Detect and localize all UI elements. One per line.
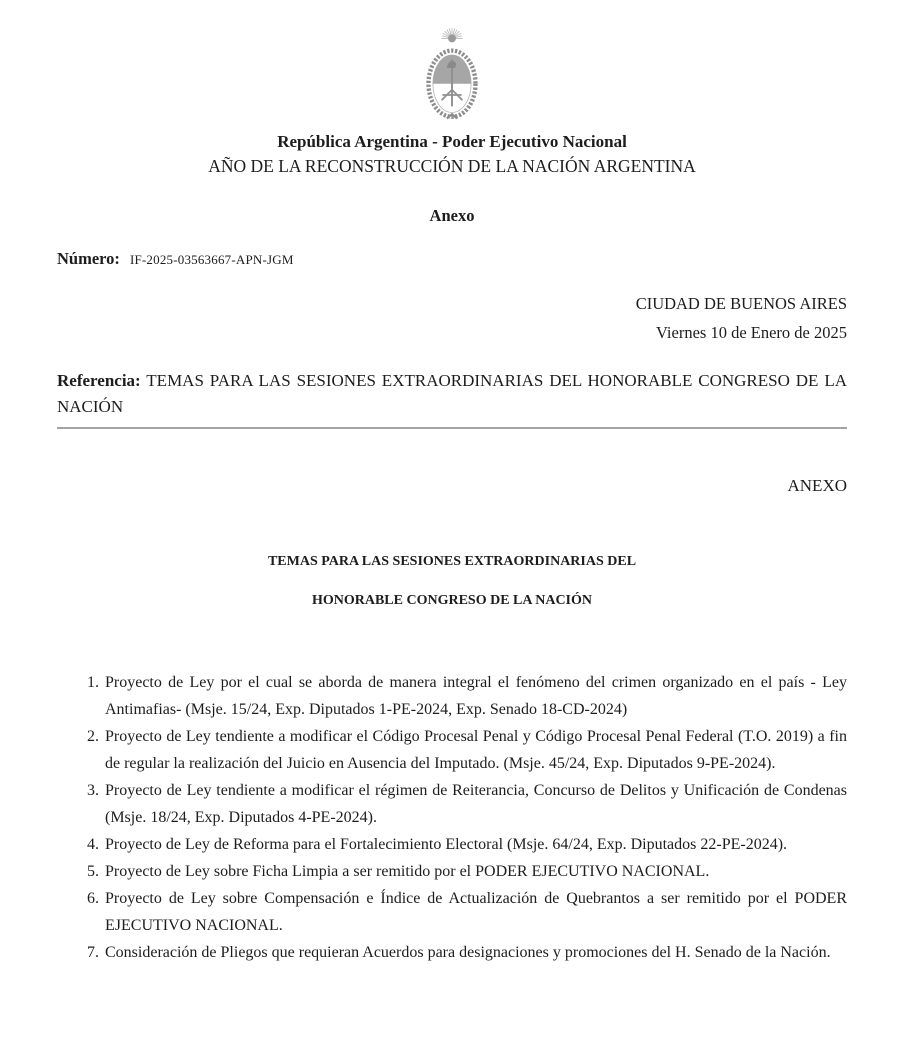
divider-rule [57, 427, 847, 429]
agenda-item: 5. Proyecto de Ley sobre Ficha Limpia a ser remitido por el PODER EJECUTIVO NACIONAL. [103, 858, 847, 885]
agenda-list [57, 669, 847, 966]
section-title-line1: TEMAS PARA LAS SESIONES EXTRAORDINARIAS DEL [267, 554, 637, 569]
reference-text: TEMAS PARA LAS SESIONES EXTRAORDINARIAS DEL HONORABLE CONGRESO DE LA NACIÓN [57, 371, 847, 416]
agenda-item: 3. Proyecto de Ley tendiente a modificar el régimen de Reiterancia, Concurso de Delitos y Unificación de Condenas (Msje. 18/24, Exp. Diputados 4-PE-2024). [103, 777, 847, 831]
section-title-line2: HONORABLE CONGRESO DE LA NACIÓN [311, 593, 593, 608]
agenda-item: 1. Proyecto de Ley por el cual se aborda de manera integral el fenómeno del crimen organizado en el país - Ley Antimafias- (Msje. 15/24, Exp. Diputados 1-PE-2024, Exp. Senado 18-CD-2024) [103, 669, 847, 723]
annex-heading: ANEXO [787, 476, 847, 495]
annex-label: Anexo [429, 206, 475, 225]
document-number-row [57, 249, 847, 270]
header-org-line: República Argentina - Poder Ejecutivo Nacional [277, 132, 627, 151]
number-value: IF-2025-03563667-APN-JGM [129, 252, 294, 267]
agenda-item: 4. Proyecto de Ley de Reforma para el Fortalecimiento Electoral (Msje. 64/24, Exp. Diputados 22-PE-2024). [103, 831, 847, 858]
agenda-item: 2. Proyecto de Ley tendiente a modificar el Código Procesal Penal y Código Procesal Penal Federal (T.O. 2019) a fin de regular la realización del Juicio en Ausencia del Imputado. (Msje. 45/24, Exp. Diputados 9-PE-2024). [103, 723, 847, 777]
reference-label: Referencia: [57, 371, 141, 390]
header-year-line: AÑO DE LA RECONSTRUCCIÓN DE LA NACIÓN ARGENTINA [208, 156, 696, 176]
argentina-coat-of-arms-icon [408, 28, 496, 122]
date-line: Viernes 10 de Enero de 2025 [656, 323, 847, 342]
city-line: CIUDAD DE BUENOS AIRES [635, 294, 847, 313]
number-label: Número: [57, 249, 120, 268]
reference-paragraph [57, 368, 847, 420]
agenda-item: 7. Consideración de Pliegos que requieran Acuerdos para designaciones y promociones del H. Senado de la Nación. [103, 939, 847, 966]
agenda-item: 6. Proyecto de Ley sobre Compensación e Índice de Actualización de Quebrantos a ser remitido por el PODER EJECUTIVO NACIONAL. [103, 885, 847, 939]
